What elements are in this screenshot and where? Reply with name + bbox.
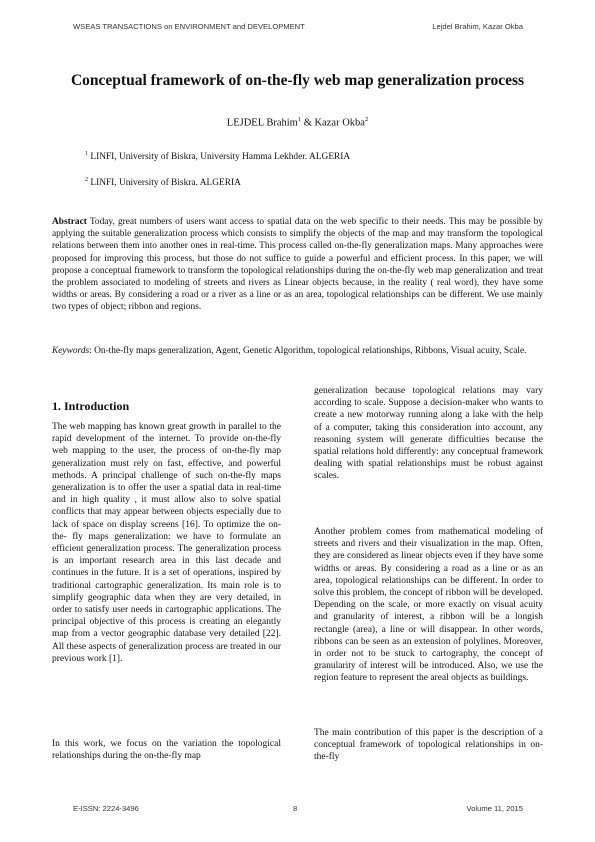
running-header-authors: Lejdel Brahim, Kazar Okba [432, 22, 523, 31]
abstract-label: Abstract [52, 217, 87, 227]
keywords-text: : On-the-fly maps generalization, Agent, Genetic Algorithm, topological relationships, Ribbons, Visual acuity, Scale. [89, 346, 527, 356]
affiliation-1 [85, 151, 350, 162]
section-heading-introduction: 1. Introduction [52, 399, 130, 413]
author-2: Kazar Okba [314, 117, 365, 129]
affiliation-1-sup: 1 [85, 151, 88, 157]
author-2-sup: 2 [364, 116, 369, 123]
affiliation-1-text: LINFI, University of Biskra, University Hamma Lekhder. ALGERIA [88, 152, 351, 163]
author-1: LEJDEL Brahim [226, 117, 298, 129]
keywords [52, 345, 543, 357]
intro-paragraph-2: In this work, we focus on the variation the topological relationships during the on-the-fly map [52, 739, 281, 762]
keywords-label: Keywords [52, 346, 90, 356]
affiliation-2 [85, 177, 241, 188]
footer-issn: E-ISSN: 2224-3496 [73, 804, 139, 813]
running-header-journal: WSEAS TRANSACTIONS on ENVIRONMENT and DEVELOPMENT [73, 22, 305, 31]
author-separator: & [301, 117, 315, 129]
footer-page-number: 8 [293, 804, 298, 813]
abstract [52, 216, 543, 314]
intro-paragraph-1: The web mapping has known great growth in parallel to the rapid development of the internet. To provide on-the-fly web mapping to the user, the process of on-the-fly map generalization must rely on fast, effective, and powerful methods. A principal challenge of such on-the-fly maps generalization is to offer the user a spatial data in real-time and in high quality , it must allow also to solve spatial conflicts that may appear between objects especially due to lack of space on display screens [16]. To optimize the on-the- fly maps generalization: we have to formulate an efficient generalization process. The generalization process is an important research area in this last decade and continues in the future. It is a set of operations, inspired by traditional cartographic generalization. Its main role is to simplify geographic data when they are very detailed, in order to satisfy user needs in cartographic applications. The principal objective of this process is creating an elegantly map from a vector geographic database very detailed [22]. All these aspects of generalization process are treated in our previous work [1]. [52, 422, 281, 664]
affiliation-2-text: LINFI, University of Biskra. ALGERIA [88, 178, 241, 189]
abstract-text: Today, great numbers of users want access to spatial data on the web specific to their needs. This may be possible by applying the suitable generalization process which consists to simplify the objects of the map and may transform the topological relations between them into another ones in real-time. This process called on-the-fly generalization maps. Many approaches were proposed for improving this process, but those do not suffice to guide a powerful and efficient process. In this paper, we will propose a conceptual framework to transform the topological relationships during the on-the-fly web map generalization and treat the problem associated to modeling of streets and rivers as Linear objects because, in the reality ( real word), they have some widths or areas. By considering a road or a river as a line or as an area, topological relationships can be different. We use mainly two types of object; ribbon and regions. [52, 217, 543, 313]
affiliation-2-sup: 2 [85, 177, 88, 183]
right-paragraph-2: Another problem comes from mathematical modeling of streets and rivers and their visualization in the map. Often, they are considered as linear objects even if they have some widths or areas. By considering a road as a line or as an area, topological relationships can be different. In order to solve this problem, the concept of ribbon will be developed. Depending on the scale, or more exactly on visual acuity and granularity of interest, a ribbon will be a longish rectangle (area), a line or will disappear. In other words, ribbons can be seen as an extension of polylines. Moreover, in order not to be stuck to cartography, the concept of granularity of interest will be introduced. Also, we use the region feature to represent the areal objects as buildings. [314, 527, 543, 684]
right-paragraph-3: The main contribution of this paper is the description of a conceptual framework of topological relationships in on-the-fly [314, 728, 543, 763]
author-1-sup: 1 [297, 116, 302, 123]
footer-volume: Volume 11, 2015 [466, 804, 523, 813]
paper-title: Conceptual framework of on-the-fly web map generalization process [70, 72, 525, 89]
right-paragraph-1: generalization because topological relations may vary according to scale. Suppose a decision-maker who wants to create a new motorway running along a lake with the help of a computer, taking this consideration into account, any reasoning system will generate difficulties because the spatial relations hold differently: any conceptual framework dealing with spatial relationships must be robust against scales. [314, 386, 543, 482]
author-line [60, 116, 535, 129]
